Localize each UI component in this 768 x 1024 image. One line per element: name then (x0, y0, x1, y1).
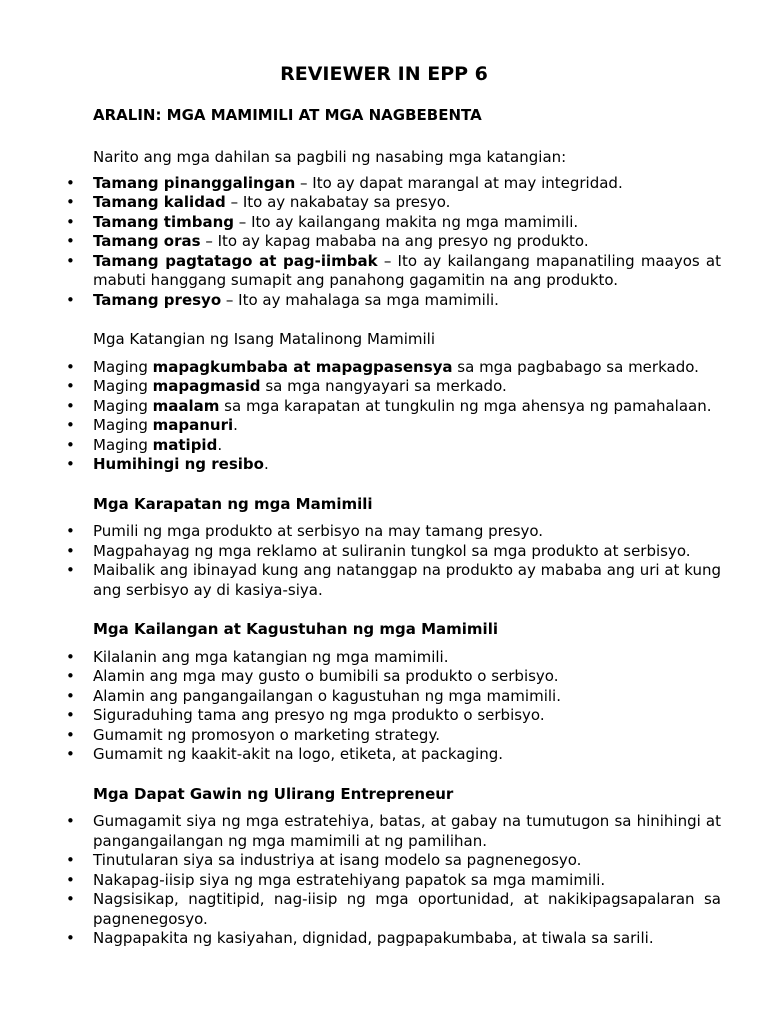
list-item (66, 212, 721, 233)
list-item (66, 745, 721, 765)
reason-text: – Ito ay kailangang mapanatiling maayos at mabuti hanggang sumapit ang panahong gagamitin na ang produkto. (93, 251, 721, 289)
list-item (66, 667, 721, 687)
list-item (66, 251, 721, 291)
reason-term: Tamang kalidad (93, 193, 226, 211)
bullet-icon: • (66, 396, 75, 415)
bullet-icon: • (66, 929, 75, 947)
bullet-icon: • (66, 173, 75, 192)
reason-term: Tamang timbang (93, 212, 235, 231)
list-item (66, 455, 721, 475)
list-item (66, 435, 721, 456)
bullet-icon: • (66, 455, 75, 473)
list-item (66, 290, 721, 311)
trait-prefix: Maging (93, 357, 153, 376)
list-item (66, 541, 721, 562)
entrepreneur-text: Gumagamit siya ng mga estratehiya, batas, at gabay na tumutugon sa hinihingi at pangangailangan ng mga mamimili at ng pamilihan. (93, 812, 721, 850)
bullet-icon: • (66, 251, 75, 270)
trait-prefix: Maging (93, 416, 153, 434)
list-item (66, 686, 721, 707)
bullet-icon: • (66, 706, 75, 724)
reason-term: Tamang presyo (93, 290, 222, 309)
list-item (66, 396, 721, 417)
list-item (66, 812, 721, 851)
bullet-icon: • (66, 522, 75, 540)
entrepreneur-text: Tinutularan siya sa industriya at isang modelo sa pagnenegosyo. (93, 851, 582, 869)
trait-suffix: sa mga nangyayari sa merkado. (260, 377, 507, 395)
reason-text: – Ito ay dapat marangal at may integridad. (295, 173, 623, 192)
bullet-icon: • (66, 435, 75, 454)
trait-term: mapagmasid (152, 377, 261, 395)
list-item (66, 522, 721, 542)
list-item (66, 890, 721, 929)
need-text: Kilalanin ang mga katangian ng mga mamimili. (93, 647, 449, 666)
trait-suffix: . (263, 455, 269, 473)
trait-term: mapanuri (152, 416, 234, 434)
list-item (66, 416, 721, 436)
need-text: Siguraduhing tama ang presyo ng mga produkto o serbisyo. (93, 706, 545, 724)
list-item (66, 561, 721, 600)
reason-text: – Ito ay kailangang makita ng mga mamimili. (234, 212, 579, 231)
bullet-icon: • (66, 870, 75, 889)
reason-term: Tamang pinanggalingan (93, 173, 296, 192)
right-text: Maibalik ang ibinayad kung ang natanggap na produkto ay mababa ang uri at kung ang serbisyo ay di kasiya-siya. (93, 561, 721, 599)
reasons-list (66, 173, 721, 311)
bullet-icon: • (66, 647, 75, 666)
lesson-heading: ARALIN: MGA MAMIMILI AT MGA NAGBEBENTA (93, 106, 482, 124)
bullet-icon: • (66, 290, 75, 309)
trait-prefix: Maging (93, 377, 153, 395)
list-item (66, 870, 721, 891)
entrepreneur-heading: Mga Dapat Gawin ng Ulirang Entrepreneur (93, 784, 454, 803)
trait-prefix: Maging (93, 396, 153, 415)
bullet-icon: • (66, 667, 75, 685)
need-text: Alamin ang pangangailangan o kagustuhan ng mga mamimili. (93, 686, 561, 705)
entrepreneur-list (66, 812, 721, 949)
needs-list (66, 647, 721, 765)
rights-list (66, 522, 721, 600)
document-body (66, 106, 721, 949)
reason-text: – Ito ay kapag mababa na ang presyo ng produkto. (200, 232, 589, 250)
document-title: REVIEWER IN EPP 6 (280, 63, 488, 85)
bullet-icon: • (66, 851, 75, 869)
right-text: Magpahayag ng mga reklamo at suliranin tungkol sa mga produkto at serbisyo. (93, 541, 691, 560)
bullet-icon: • (66, 212, 75, 231)
need-text: Gumamit ng promosyon o marketing strategy. (93, 725, 440, 744)
reason-term: Tamang pagtatago at pag-iimbak (93, 251, 378, 270)
trait-term: matipid (152, 435, 218, 454)
list-item (66, 851, 721, 871)
list-item (66, 725, 721, 746)
bullet-icon: • (66, 377, 75, 395)
bullet-icon: • (66, 561, 75, 579)
right-text: Pumili ng mga produkto at serbisyo na may tamang presyo. (93, 522, 544, 540)
bullet-icon: • (66, 725, 75, 744)
entrepreneur-text: Nagsisikap, nagtitipid, nag-iisip ng mga oportunidad, at nakikipagsapalaran sa pagnenegosyo. (93, 890, 721, 928)
needs-heading: Mga Kailangan at Kagustuhan ng mga Mamimili (93, 620, 498, 638)
reason-term: Tamang oras (93, 232, 201, 250)
bullet-icon: • (66, 745, 75, 763)
smart-traits-list (66, 357, 721, 475)
trait-suffix: sa mga karapatan at tungkulin ng mga ahensya ng pamahalaan. (219, 396, 712, 415)
list-item (66, 357, 721, 378)
need-text: Alamin ang mga may gusto o bumibili sa produkto o serbisyo. (93, 667, 559, 685)
bullet-icon: • (66, 541, 75, 560)
smart-buyer-heading: Mga Katangian ng Isang Matalinong Mamimili (93, 330, 435, 348)
trait-term: Humihingi ng resibo (93, 455, 264, 473)
list-item (66, 173, 721, 194)
bullet-icon: • (66, 812, 75, 830)
reason-text: – Ito ay nakabatay sa presyo. (225, 193, 451, 211)
list-item (66, 232, 721, 252)
reason-text: – Ito ay mahalaga sa mga mamimili. (221, 290, 499, 309)
list-item (66, 377, 721, 397)
bullet-icon: • (66, 232, 75, 250)
bullet-icon: • (66, 193, 75, 211)
bullet-icon: • (66, 890, 75, 908)
entrepreneur-text: Nagpapakita ng kasiyahan, dignidad, pagpapakumbaba, at tiwala sa sarili. (93, 929, 654, 947)
list-item (66, 193, 721, 213)
list-item (66, 929, 721, 949)
bullet-icon: • (66, 416, 75, 434)
bullet-icon: • (66, 686, 75, 705)
need-text: Gumamit ng kaakit-akit na logo, etiketa, at packaging. (93, 745, 504, 763)
trait-suffix: . (217, 435, 223, 454)
list-item (66, 706, 721, 726)
trait-suffix: sa mga pagbabago sa merkado. (452, 357, 699, 376)
trait-prefix: Maging (93, 435, 153, 454)
trait-term: maalam (152, 396, 220, 415)
rights-heading: Mga Karapatan ng mga Mamimili (93, 494, 373, 513)
list-item (66, 647, 721, 668)
bullet-icon: • (66, 357, 75, 376)
entrepreneur-text: Nakapag-iisip siya ng mga estratehiyang papatok sa mga mamimili. (93, 870, 606, 889)
trait-term: mapagkumbaba at mapagpasensya (152, 357, 453, 376)
trait-suffix: . (233, 416, 238, 434)
intro-paragraph: Narito ang mga dahilan sa pagbili ng nasabing mga katangian: (93, 148, 567, 166)
